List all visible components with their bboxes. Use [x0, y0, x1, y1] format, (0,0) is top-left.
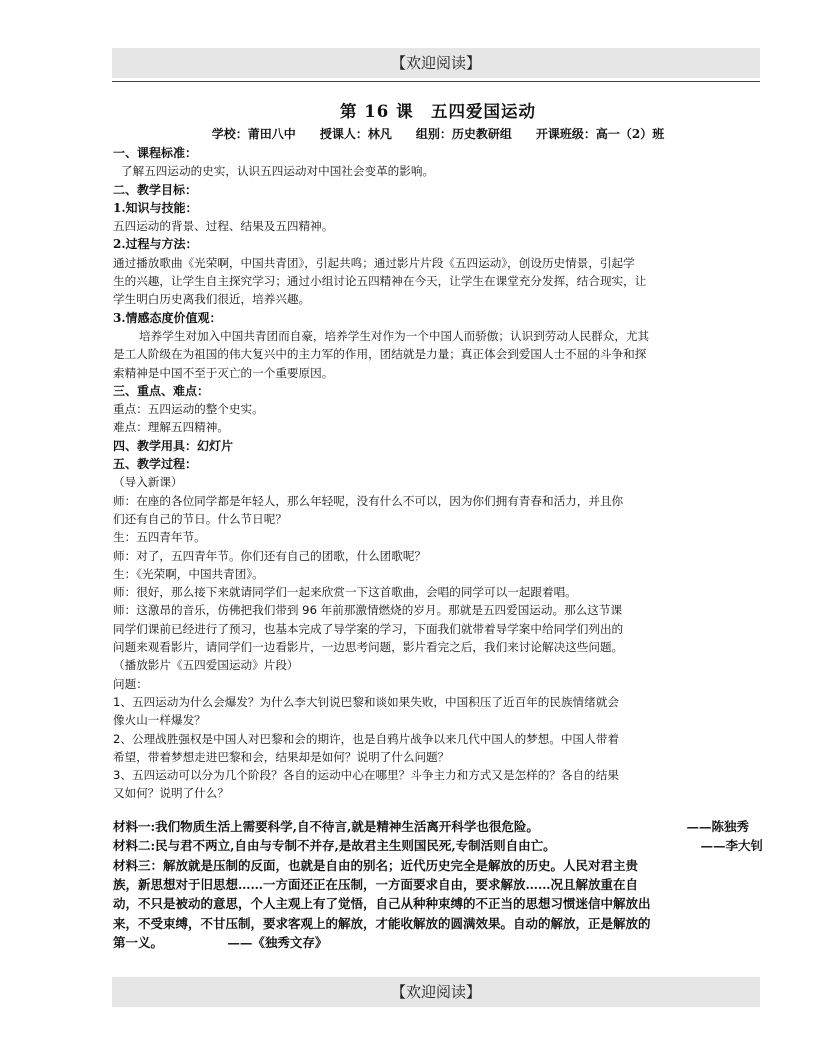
difficulty-text: 难点：理解五四精神。: [113, 420, 229, 435]
knowledge-heading: 1.知识与技能：: [113, 200, 198, 215]
emotion-line: 索精神是中国不至于灭亡的一个重要原因。: [113, 365, 334, 380]
material-three-line: 材料三：解放就是压制的反面，也就是自由的别名；近代历史完全是解放的历史。人民对君主贵: [113, 857, 639, 873]
process-line: 又如何？说明了什么？: [113, 786, 229, 801]
emotion-heading: 3.情感态度价值观：: [113, 310, 222, 325]
material-two-source: ——李大钊: [700, 838, 763, 854]
emotion-line: 培养学生对加入中国共青团而自豪，培养学生对作为一个中国人而骄傲；认识到劳动人民群众，尤其: [139, 328, 650, 343]
material-one-text: 材料一:我们物质生活上需要科学,自不待言,就是精神生活离开科学也很危险。: [113, 818, 539, 834]
spacer: [113, 803, 763, 817]
material-three-line: 动，不只是被动的意思，个人主观上有了觉悟，自己从种种束缚的不正当的思想习惯迷信中解放出: [113, 896, 651, 912]
info-group: 组别：历史教研组: [415, 127, 512, 141]
process-line: 师：很好，那么接下来就请同学们一起来欣赏一下这首歌曲，会唱的同学可以一起跟着唱。: [113, 585, 577, 600]
material-two-text: 材料二:民与君不两立,自由与专制不并存,是故君主生则国民死,专制活则自由亡。: [113, 838, 556, 854]
process-line: 同学们课前已经进行了预习，也基本完成了导学案的学习，下面我们就带着导学案中给同学们列出的: [113, 621, 624, 636]
key-point-text: 重点：五四运动的整个史实。: [113, 402, 264, 417]
info-teacher: 授课人：林凡: [319, 127, 392, 141]
material-two: [113, 836, 763, 855]
process-line: 们还有自己的节日。什么节日呢？: [113, 511, 287, 526]
lesson-info: [113, 124, 763, 144]
section-heading-tools: 四、教学用具：幻灯片: [113, 438, 234, 453]
process-method-line: 通过播放歌曲《光荣啊，中国共青团》，引起共鸣；通过影片片段《五四运动》，创设历史情景，引起学: [113, 255, 635, 270]
process-line: 问题：: [113, 676, 148, 691]
material-one-source: ——陈独秀: [686, 818, 749, 834]
page-title: 第 16 课 五四爱国运动: [340, 102, 536, 121]
info-school: 学校：莆田八中: [211, 127, 296, 141]
process-method-line: 生的兴趣，让学生自主探究学习；通过小组讨论五四精神在今天，让学生在课堂充分发挥，结合现实，让: [113, 274, 647, 289]
process-line: 1、五四运动为什么会爆发？为什么李大钊说巴黎和谈如果失败，中国积压了近百年的民族情绪就会: [113, 694, 619, 709]
section-heading-process: 五、教学过程：: [113, 457, 198, 472]
process-line: 师：这激昂的音乐，仿佛把我们带到 96 年前那激情燃烧的岁月。那就是五四爱国运动。那么这节课: [113, 603, 623, 618]
material-one: [113, 817, 763, 836]
header-rule: [112, 81, 760, 82]
process-line: （播放影片《五四爱国运动》片段）: [113, 658, 299, 673]
section-heading-key-points: 三、重点、难点：: [113, 383, 210, 398]
process-line: 生：《光荣啊，中国共青团》。: [113, 566, 264, 581]
material-three-last: [113, 933, 763, 952]
process-line: 2、公理战胜强权是中国人对巴黎和会的期许，也是自鸦片战争以来几代中国人的梦想。中国人带着: [113, 731, 619, 746]
process-line: 生：五四青年节。: [113, 530, 206, 545]
material-three-source: ——《独秀文存》: [227, 935, 328, 951]
process-line: 问题来观看影片，请同学们一边看影片，一边思考问题，影片看完之后，我们来讨论解决这些问题。: [113, 640, 624, 655]
standards-text: 了解五四运动的史实，认识五四运动对中国社会变革的影响。: [121, 164, 435, 179]
section-heading-standards: 一、课程标准：: [113, 146, 198, 160]
process-line: 3、五四运动可以分为几个阶段？各自的运动中心在哪里？斗争主力和方式又是怎样的？各自的结果: [113, 768, 619, 783]
process-line: 像火山一样爆发？: [113, 713, 206, 728]
material-three-last-text: 第一义。: [113, 935, 164, 951]
header-banner: 【欢迎阅读】: [112, 48, 760, 78]
process-line: 师：在座的各位同学都是年轻人，那么年轻呢，没有什么不可以，因为你们拥有青春和活力，并且你: [113, 493, 624, 508]
process-line: （导入新课）: [113, 475, 183, 490]
knowledge-text: 五四运动的背景、过程、结果及五四精神。: [113, 219, 334, 234]
section-heading-goals: 二、教学目标：: [113, 182, 198, 197]
process-method-heading: 2.过程与方法：: [113, 237, 198, 252]
process-line: 师：对了，五四青年节。你们还有自己的团歌，什么团歌呢？: [113, 548, 427, 563]
material-three-line: 族，新思想对于旧思想……一方面还正在压制，一方面要求自由，要求解放……况且解放重在自: [113, 876, 639, 892]
info-class: 开课班级：高一（2）班: [535, 127, 665, 141]
footer-banner: 【欢迎阅读】: [112, 977, 760, 1007]
emotion-line: 是工人阶级在为祖国的伟大复兴中的主力军的作用，团结就是力量；真正体会到爱国人士不屈的斗争和探: [113, 347, 647, 362]
material-three-line: 来，不受束缚，不甘压制，要求客观上的解放，才能收解放的圆满效果。自动的解放，正是解放的: [113, 915, 651, 931]
process-line: 希望，带着梦想走进巴黎和会，结果却是如何？说明了什么问题？: [113, 749, 450, 764]
process-method-line: 学生明白历史离我们很近，培养兴趣。: [113, 292, 311, 307]
document-body: [113, 100, 763, 953]
